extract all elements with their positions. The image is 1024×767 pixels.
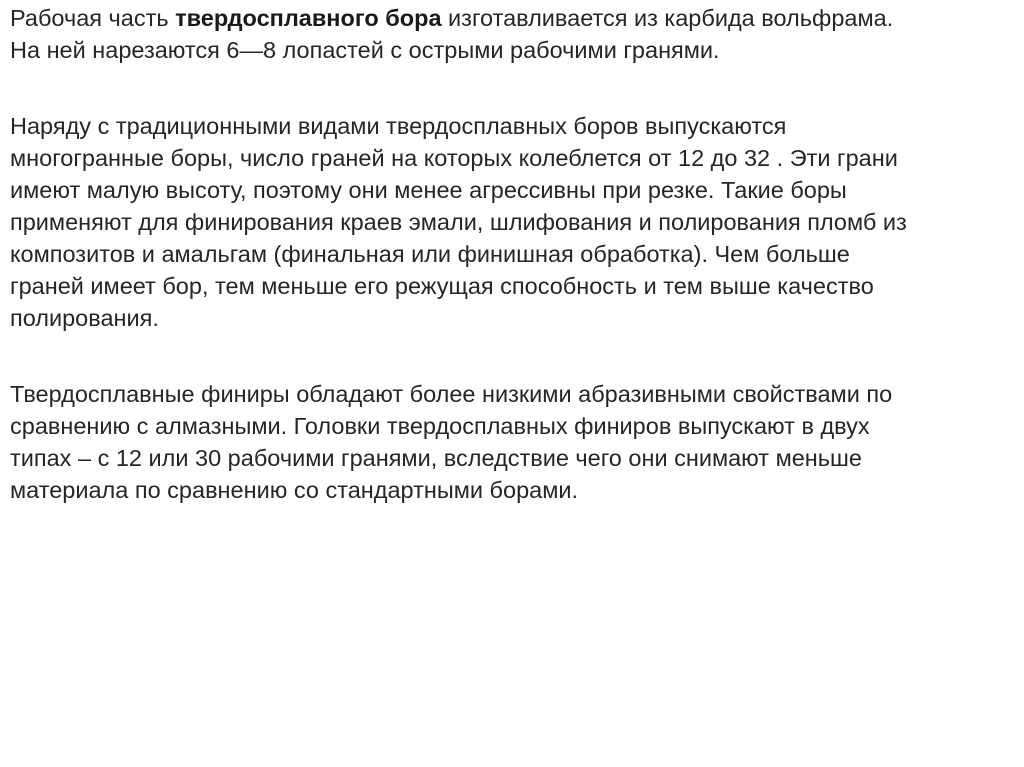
paragraph-carbide-finishers xyxy=(10,378,1015,506)
text-line: имеют малую высоту, поэтому они менее агрессивны при резке. Такие боры xyxy=(10,177,847,203)
paragraph-carbide-bur-working-part xyxy=(10,2,1015,66)
text-line: материала по сравнению со стандартными борами. xyxy=(10,477,579,503)
bold-term: твердосплавного бора xyxy=(175,5,442,31)
text-run: Рабочая часть xyxy=(10,5,176,31)
text-line: На ней нарезаются 6—8 лопастей с острыми рабочими гранями. xyxy=(10,37,720,63)
slide-text-body xyxy=(10,2,1015,506)
text-run: изготавливается из карбида вольфрама. xyxy=(441,5,894,31)
text-line: типах – с 12 или 30 рабочими гранями, вследствие чего они снимают меньше xyxy=(10,445,862,471)
text-line xyxy=(10,2,1015,34)
text-line: многогранные боры, число граней на которых колеблется от 12 до 32 . Эти грани xyxy=(10,145,898,171)
text-line: сравнению с алмазными. Головки твердосплавных финиров выпускают в двух xyxy=(10,413,870,439)
text-line: Наряду с традиционными видами твердосплавных боров выпускаются xyxy=(10,113,787,139)
text-line: Твердосплавные финиры обладают более низкими абразивными свойствами по xyxy=(10,381,893,407)
text-line: полирования. xyxy=(10,305,159,331)
paragraph-multifaceted-burs xyxy=(10,110,1015,334)
text-line: композитов и амальгам (финальная или финишная обработка). Чем больше xyxy=(10,241,850,267)
text-line: применяют для финирования краев эмали, шлифования и полирования пломб из xyxy=(10,209,907,235)
text-line: граней имеет бор, тем меньше его режущая способность и тем выше качество xyxy=(10,273,874,299)
